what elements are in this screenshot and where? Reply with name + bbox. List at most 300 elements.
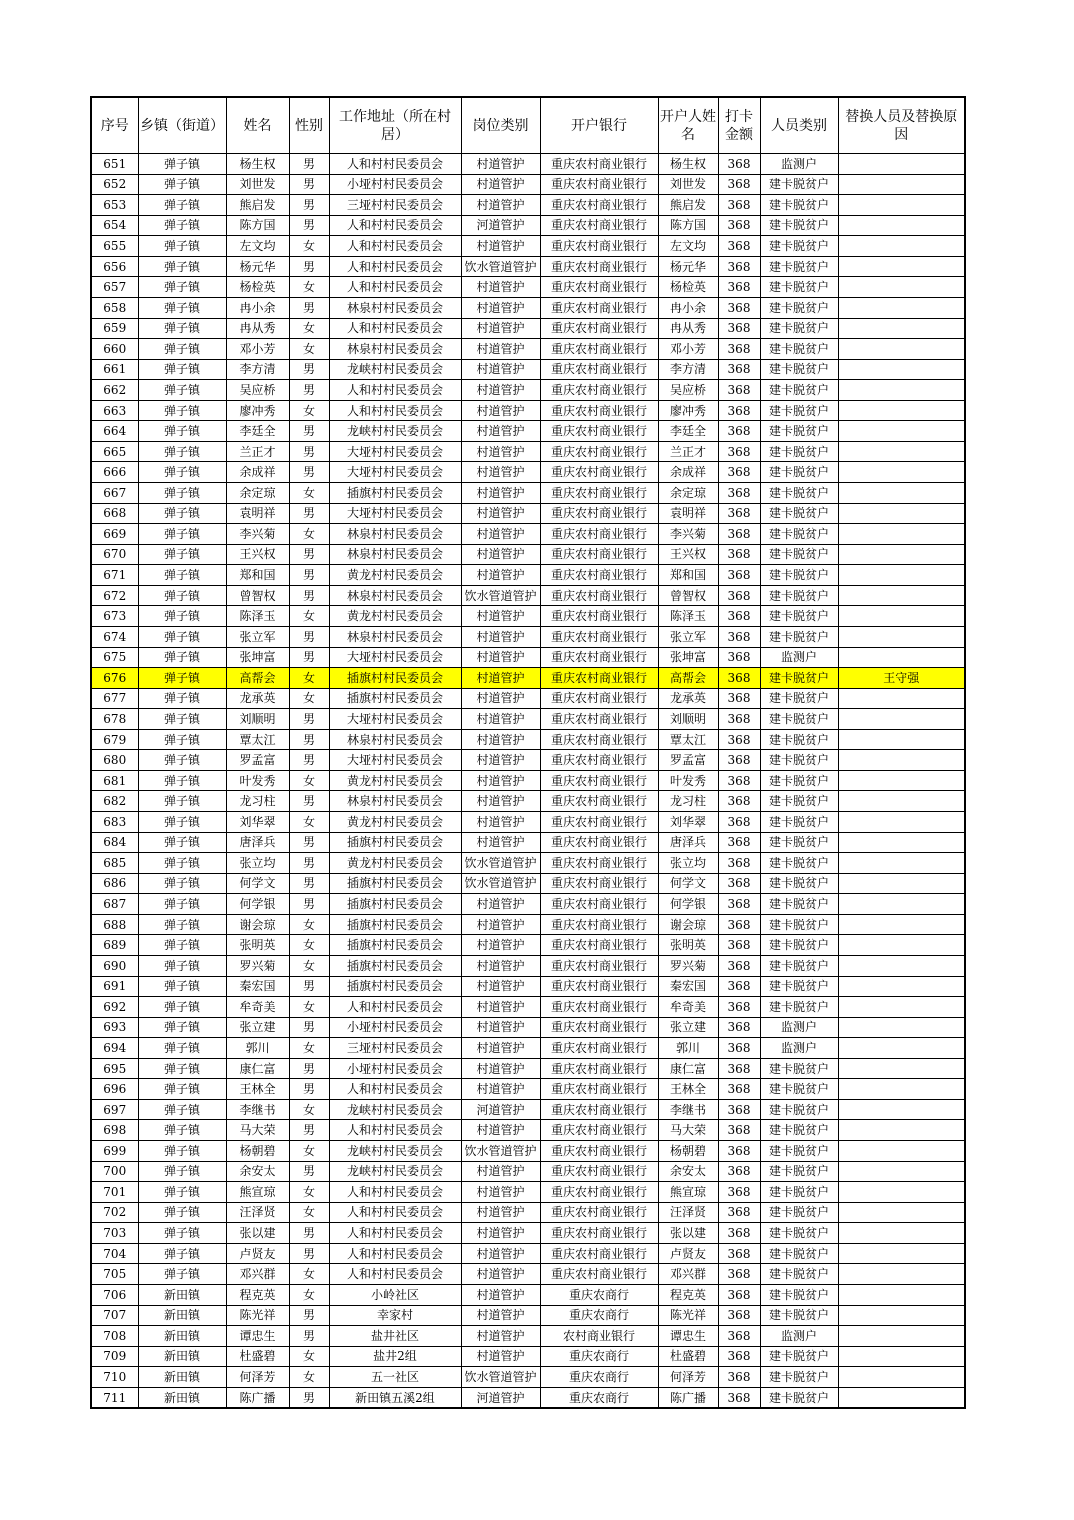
cell-post-type: 村道管护 <box>461 1017 540 1038</box>
cell-gender: 女 <box>289 524 329 545</box>
cell-name: 罗孟富 <box>226 750 289 771</box>
table-row <box>91 565 965 586</box>
cell-person-category: 建卡脱贫户 <box>760 914 838 935</box>
cell-name: 熊启发 <box>226 195 289 216</box>
cell-town: 新田镇 <box>138 1284 226 1305</box>
cell-post-type: 村道管护 <box>461 894 540 915</box>
header-account-holder: 开户人姓名 <box>658 97 718 154</box>
cell-amount: 368 <box>718 565 760 586</box>
cell-gender: 女 <box>289 668 329 689</box>
cell-name: 冉从秀 <box>226 318 289 339</box>
cell-replacement <box>838 812 965 833</box>
cell-name: 左文均 <box>226 236 289 257</box>
cell-account-holder: 高帮会 <box>658 668 718 689</box>
cell-post-type: 村道管护 <box>461 688 540 709</box>
cell-bank: 重庆农村商业银行 <box>540 1264 658 1285</box>
cell-town: 新田镇 <box>138 1305 226 1326</box>
cell-index: 701 <box>91 1182 138 1203</box>
table-row <box>91 174 965 195</box>
cell-name: 张立军 <box>226 626 289 647</box>
cell-person-category: 建卡脱贫户 <box>760 1284 838 1305</box>
cell-index: 677 <box>91 688 138 709</box>
header-town: 乡镇（街道） <box>138 97 226 154</box>
cell-person-category: 建卡脱贫户 <box>760 1223 838 1244</box>
cell-gender: 男 <box>289 585 329 606</box>
cell-account-holder: 冉从秀 <box>658 318 718 339</box>
cell-gender: 男 <box>289 1120 329 1141</box>
cell-replacement <box>838 1264 965 1285</box>
cell-bank: 重庆农村商业银行 <box>540 1141 658 1162</box>
cell-gender: 男 <box>289 462 329 483</box>
cell-replacement <box>838 359 965 380</box>
table-row <box>91 709 965 730</box>
cell-account-holder: 杨朝碧 <box>658 1141 718 1162</box>
cell-person-category: 建卡脱贫户 <box>760 729 838 750</box>
cell-person-category: 建卡脱贫户 <box>760 935 838 956</box>
table-row <box>91 1223 965 1244</box>
cell-work-address: 人和村村民委员会 <box>329 400 461 421</box>
cell-name: 杨检英 <box>226 277 289 298</box>
cell-work-address: 黄龙村村民委员会 <box>329 606 461 627</box>
cell-gender: 男 <box>289 626 329 647</box>
cell-work-address: 林泉村村民委员会 <box>329 585 461 606</box>
cell-name: 高帮会 <box>226 668 289 689</box>
cell-work-address: 人和村村民委员会 <box>329 1182 461 1203</box>
cell-account-holder: 罗兴菊 <box>658 955 718 976</box>
table-row <box>91 1243 965 1264</box>
cell-name: 熊宣琼 <box>226 1182 289 1203</box>
table-row <box>91 1202 965 1223</box>
cell-work-address: 三垭村村民委员会 <box>329 1038 461 1059</box>
cell-account-holder: 廖冲秀 <box>658 400 718 421</box>
cell-account-holder: 郭川 <box>658 1038 718 1059</box>
table-row <box>91 770 965 791</box>
cell-town: 弹子镇 <box>138 997 226 1018</box>
cell-replacement <box>838 1161 965 1182</box>
cell-person-category: 建卡脱贫户 <box>760 1202 838 1223</box>
cell-account-holder: 熊启发 <box>658 195 718 216</box>
cell-account-holder: 刘顺明 <box>658 709 718 730</box>
cell-replacement <box>838 873 965 894</box>
table-row <box>91 544 965 565</box>
table-row <box>91 626 965 647</box>
cell-person-category: 建卡脱贫户 <box>760 1141 838 1162</box>
cell-gender: 男 <box>289 647 329 668</box>
table-row <box>91 339 965 360</box>
cell-replacement <box>838 1120 965 1141</box>
cell-person-category: 建卡脱贫户 <box>760 1387 838 1408</box>
table-row <box>91 1099 965 1120</box>
cell-work-address: 插旗村村民委员会 <box>329 914 461 935</box>
cell-bank: 重庆农商行 <box>540 1367 658 1388</box>
table-row <box>91 297 965 318</box>
cell-work-address: 人和村村民委员会 <box>329 236 461 257</box>
cell-amount: 368 <box>718 1223 760 1244</box>
cell-name: 唐泽兵 <box>226 832 289 853</box>
cell-work-address: 插旗村村民委员会 <box>329 955 461 976</box>
cell-person-category: 监测户 <box>760 1017 838 1038</box>
cell-replacement <box>838 1038 965 1059</box>
cell-gender: 女 <box>289 236 329 257</box>
cell-post-type: 村道管护 <box>461 1284 540 1305</box>
table-row <box>91 154 965 175</box>
cell-account-holder: 邓兴群 <box>658 1264 718 1285</box>
table-row <box>91 318 965 339</box>
cell-bank: 重庆农村商业银行 <box>540 174 658 195</box>
cell-replacement <box>838 297 965 318</box>
cell-replacement <box>838 1058 965 1079</box>
cell-index: 657 <box>91 277 138 298</box>
cell-post-type: 村道管护 <box>461 750 540 771</box>
cell-account-holder: 牟奇美 <box>658 997 718 1018</box>
table-row <box>91 1161 965 1182</box>
cell-work-address: 黄龙村村民委员会 <box>329 565 461 586</box>
cell-replacement <box>838 935 965 956</box>
cell-account-holder: 覃太江 <box>658 729 718 750</box>
cell-town: 新田镇 <box>138 1326 226 1347</box>
cell-name: 张以建 <box>226 1223 289 1244</box>
cell-name: 牟奇美 <box>226 997 289 1018</box>
cell-gender: 男 <box>289 297 329 318</box>
cell-amount: 368 <box>718 524 760 545</box>
cell-index: 683 <box>91 812 138 833</box>
cell-bank: 重庆农村商业银行 <box>540 195 658 216</box>
cell-person-category: 建卡脱贫户 <box>760 256 838 277</box>
cell-town: 弹子镇 <box>138 277 226 298</box>
header-post-type: 岗位类别 <box>461 97 540 154</box>
cell-work-address: 林泉村村民委员会 <box>329 524 461 545</box>
cell-bank: 重庆农村商业银行 <box>540 256 658 277</box>
cell-town: 弹子镇 <box>138 688 226 709</box>
cell-account-holder: 程克英 <box>658 1284 718 1305</box>
cell-gender: 男 <box>289 1161 329 1182</box>
cell-replacement <box>838 524 965 545</box>
cell-name: 刘华翠 <box>226 812 289 833</box>
cell-amount: 368 <box>718 812 760 833</box>
cell-person-category: 建卡脱贫户 <box>760 215 838 236</box>
cell-work-address: 龙峡村村民委员会 <box>329 421 461 442</box>
cell-amount: 368 <box>718 935 760 956</box>
cell-index: 689 <box>91 935 138 956</box>
cell-post-type: 村道管护 <box>461 709 540 730</box>
cell-name: 余定琼 <box>226 483 289 504</box>
cell-bank: 重庆农村商业银行 <box>540 935 658 956</box>
header-bank: 开户银行 <box>540 97 658 154</box>
cell-town: 弹子镇 <box>138 1202 226 1223</box>
cell-post-type: 饮水管道管护 <box>461 873 540 894</box>
cell-work-address: 小垭村村民委员会 <box>329 1058 461 1079</box>
cell-replacement <box>838 154 965 175</box>
cell-gender: 女 <box>289 1346 329 1367</box>
cell-post-type: 村道管护 <box>461 1079 540 1100</box>
cell-town: 弹子镇 <box>138 668 226 689</box>
cell-amount: 368 <box>718 441 760 462</box>
cell-work-address: 三垭村村民委员会 <box>329 195 461 216</box>
cell-amount: 368 <box>718 853 760 874</box>
cell-account-holder: 龙承英 <box>658 688 718 709</box>
cell-bank: 重庆农村商业银行 <box>540 832 658 853</box>
cell-replacement <box>838 914 965 935</box>
cell-amount: 368 <box>718 832 760 853</box>
cell-work-address: 林泉村村民委员会 <box>329 297 461 318</box>
cell-index: 694 <box>91 1038 138 1059</box>
cell-replacement <box>838 1017 965 1038</box>
cell-gender: 男 <box>289 565 329 586</box>
cell-name: 张明英 <box>226 935 289 956</box>
cell-person-category: 建卡脱贫户 <box>760 997 838 1018</box>
cell-gender: 女 <box>289 1038 329 1059</box>
cell-replacement <box>838 1223 965 1244</box>
cell-index: 684 <box>91 832 138 853</box>
cell-post-type: 村道管护 <box>461 483 540 504</box>
cell-town: 弹子镇 <box>138 853 226 874</box>
table-row <box>91 1387 965 1408</box>
cell-bank: 重庆农村商业银行 <box>540 791 658 812</box>
cell-index: 685 <box>91 853 138 874</box>
cell-bank: 重庆农村商业银行 <box>540 668 658 689</box>
cell-person-category: 建卡脱贫户 <box>760 791 838 812</box>
cell-work-address: 龙峡村村民委员会 <box>329 1141 461 1162</box>
cell-name: 龙习柱 <box>226 791 289 812</box>
cell-account-holder: 李兴菊 <box>658 524 718 545</box>
cell-replacement <box>838 626 965 647</box>
cell-amount: 368 <box>718 1182 760 1203</box>
cell-account-holder: 秦宏国 <box>658 976 718 997</box>
cell-post-type: 村道管护 <box>461 832 540 853</box>
cell-amount: 368 <box>718 359 760 380</box>
cell-person-category: 建卡脱贫户 <box>760 380 838 401</box>
cell-town: 弹子镇 <box>138 462 226 483</box>
cell-gender: 女 <box>289 1367 329 1388</box>
cell-replacement <box>838 1182 965 1203</box>
cell-name: 龙承英 <box>226 688 289 709</box>
cell-post-type: 村道管护 <box>461 955 540 976</box>
cell-replacement <box>838 1284 965 1305</box>
cell-person-category: 建卡脱贫户 <box>760 441 838 462</box>
cell-gender: 女 <box>289 339 329 360</box>
table-row <box>91 1058 965 1079</box>
cell-town: 弹子镇 <box>138 1161 226 1182</box>
cell-replacement <box>838 1387 965 1408</box>
cell-work-address: 人和村村民委员会 <box>329 1243 461 1264</box>
cell-person-category: 建卡脱贫户 <box>760 606 838 627</box>
cell-gender: 男 <box>289 544 329 565</box>
cell-work-address: 插旗村村民委员会 <box>329 832 461 853</box>
cell-amount: 368 <box>718 297 760 318</box>
cell-post-type: 村道管护 <box>461 1038 540 1059</box>
cell-person-category: 监测户 <box>760 1326 838 1347</box>
cell-person-category: 建卡脱贫户 <box>760 1305 838 1326</box>
cell-bank: 重庆农村商业银行 <box>540 339 658 360</box>
cell-account-holder: 袁明祥 <box>658 503 718 524</box>
cell-town: 弹子镇 <box>138 770 226 791</box>
cell-name: 邓兴群 <box>226 1264 289 1285</box>
cell-post-type: 饮水管道管护 <box>461 256 540 277</box>
cell-amount: 368 <box>718 668 760 689</box>
cell-replacement <box>838 688 965 709</box>
cell-work-address: 盐井社区 <box>329 1326 461 1347</box>
cell-post-type: 村道管护 <box>461 1305 540 1326</box>
cell-bank: 重庆农村商业银行 <box>540 976 658 997</box>
cell-gender: 男 <box>289 729 329 750</box>
cell-account-holder: 李方清 <box>658 359 718 380</box>
cell-work-address: 插旗村村民委员会 <box>329 976 461 997</box>
cell-gender: 女 <box>289 277 329 298</box>
cell-gender: 男 <box>289 709 329 730</box>
cell-account-holder: 张明英 <box>658 935 718 956</box>
cell-amount: 368 <box>718 1038 760 1059</box>
cell-work-address: 林泉村村民委员会 <box>329 339 461 360</box>
cell-index: 682 <box>91 791 138 812</box>
cell-replacement <box>838 462 965 483</box>
cell-bank: 重庆农村商业银行 <box>540 894 658 915</box>
cell-name: 叶发秀 <box>226 770 289 791</box>
cell-index: 674 <box>91 626 138 647</box>
cell-person-category: 建卡脱贫户 <box>760 812 838 833</box>
cell-person-category: 监测户 <box>760 1038 838 1059</box>
cell-account-holder: 唐泽兵 <box>658 832 718 853</box>
cell-account-holder: 龙习柱 <box>658 791 718 812</box>
cell-town: 弹子镇 <box>138 236 226 257</box>
cell-bank: 重庆农村商业银行 <box>540 997 658 1018</box>
cell-name: 谢会琼 <box>226 914 289 935</box>
cell-post-type: 村道管护 <box>461 400 540 421</box>
cell-post-type: 村道管护 <box>461 195 540 216</box>
cell-post-type: 村道管护 <box>461 997 540 1018</box>
cell-index: 664 <box>91 421 138 442</box>
table-row <box>91 503 965 524</box>
cell-gender: 男 <box>289 359 329 380</box>
cell-amount: 368 <box>718 1243 760 1264</box>
cell-town: 弹子镇 <box>138 544 226 565</box>
cell-index: 652 <box>91 174 138 195</box>
cell-gender: 女 <box>289 1099 329 1120</box>
cell-work-address: 小垭村村民委员会 <box>329 174 461 195</box>
cell-replacement <box>838 1079 965 1100</box>
cell-town: 弹子镇 <box>138 1099 226 1120</box>
cell-work-address: 大垭村村民委员会 <box>329 647 461 668</box>
cell-work-address: 龙峡村村民委员会 <box>329 1161 461 1182</box>
cell-town: 弹子镇 <box>138 832 226 853</box>
cell-person-category: 建卡脱贫户 <box>760 688 838 709</box>
cell-bank: 重庆农村商业银行 <box>540 914 658 935</box>
cell-index: 675 <box>91 647 138 668</box>
cell-index: 693 <box>91 1017 138 1038</box>
cell-name: 王林全 <box>226 1079 289 1100</box>
cell-gender: 男 <box>289 380 329 401</box>
cell-index: 702 <box>91 1202 138 1223</box>
cell-name: 冉小余 <box>226 297 289 318</box>
cell-person-category: 建卡脱贫户 <box>760 524 838 545</box>
cell-amount: 368 <box>718 1141 760 1162</box>
cell-person-category: 建卡脱贫户 <box>760 421 838 442</box>
cell-index: 673 <box>91 606 138 627</box>
cell-bank: 重庆农村商业银行 <box>540 544 658 565</box>
cell-post-type: 饮水管道管护 <box>461 1141 540 1162</box>
cell-bank: 重庆农商行 <box>540 1346 658 1367</box>
cell-replacement <box>838 832 965 853</box>
cell-index: 670 <box>91 544 138 565</box>
cell-bank: 重庆农商行 <box>540 1387 658 1408</box>
cell-name: 陈光祥 <box>226 1305 289 1326</box>
cell-account-holder: 郑和国 <box>658 565 718 586</box>
table-row <box>91 236 965 257</box>
cell-replacement <box>838 256 965 277</box>
roster-table <box>90 96 966 1409</box>
cell-bank: 重庆农村商业银行 <box>540 750 658 771</box>
cell-bank: 重庆农村商业银行 <box>540 441 658 462</box>
cell-replacement <box>838 853 965 874</box>
cell-index: 658 <box>91 297 138 318</box>
cell-account-holder: 邓小芳 <box>658 339 718 360</box>
table-row <box>91 955 965 976</box>
cell-post-type: 村道管护 <box>461 1120 540 1141</box>
cell-account-holder: 杜盛碧 <box>658 1346 718 1367</box>
cell-index: 665 <box>91 441 138 462</box>
cell-gender: 男 <box>289 1326 329 1347</box>
cell-index: 672 <box>91 585 138 606</box>
cell-person-category: 建卡脱贫户 <box>760 503 838 524</box>
cell-work-address: 插旗村村民委员会 <box>329 668 461 689</box>
cell-person-category: 建卡脱贫户 <box>760 318 838 339</box>
table-row <box>91 729 965 750</box>
cell-post-type: 村道管护 <box>461 1161 540 1182</box>
cell-town: 弹子镇 <box>138 441 226 462</box>
cell-amount: 368 <box>718 585 760 606</box>
cell-account-holder: 李廷全 <box>658 421 718 442</box>
header-amount: 打卡金额 <box>718 97 760 154</box>
cell-work-address: 人和村村民委员会 <box>329 1223 461 1244</box>
cell-index: 676 <box>91 668 138 689</box>
cell-bank: 重庆农村商业银行 <box>540 1223 658 1244</box>
cell-bank: 重庆农村商业银行 <box>540 524 658 545</box>
cell-town: 弹子镇 <box>138 729 226 750</box>
cell-name: 张立均 <box>226 853 289 874</box>
cell-post-type: 村道管护 <box>461 236 540 257</box>
cell-post-type: 村道管护 <box>461 976 540 997</box>
cell-post-type: 村道管护 <box>461 914 540 935</box>
cell-amount: 368 <box>718 894 760 915</box>
table-row <box>91 277 965 298</box>
cell-replacement <box>838 195 965 216</box>
cell-town: 弹子镇 <box>138 955 226 976</box>
cell-work-address: 人和村村民委员会 <box>329 380 461 401</box>
cell-amount: 368 <box>718 1367 760 1388</box>
cell-post-type: 村道管护 <box>461 297 540 318</box>
cell-work-address: 人和村村民委员会 <box>329 277 461 298</box>
cell-index: 681 <box>91 770 138 791</box>
cell-gender: 男 <box>289 976 329 997</box>
table-row <box>91 1367 965 1388</box>
cell-person-category: 建卡脱贫户 <box>760 668 838 689</box>
cell-replacement <box>838 565 965 586</box>
cell-work-address: 黄龙村村民委员会 <box>329 770 461 791</box>
cell-name: 马大荣 <box>226 1120 289 1141</box>
cell-index: 660 <box>91 339 138 360</box>
cell-replacement <box>838 400 965 421</box>
cell-gender: 男 <box>289 441 329 462</box>
cell-town: 弹子镇 <box>138 791 226 812</box>
cell-gender: 男 <box>289 421 329 442</box>
cell-bank: 重庆农村商业银行 <box>540 1243 658 1264</box>
cell-name: 谭忠生 <box>226 1326 289 1347</box>
cell-replacement <box>838 1305 965 1326</box>
cell-amount: 368 <box>718 174 760 195</box>
cell-work-address: 人和村村民委员会 <box>329 318 461 339</box>
cell-post-type: 村道管护 <box>461 935 540 956</box>
cell-account-holder: 刘华翠 <box>658 812 718 833</box>
cell-replacement <box>838 483 965 504</box>
